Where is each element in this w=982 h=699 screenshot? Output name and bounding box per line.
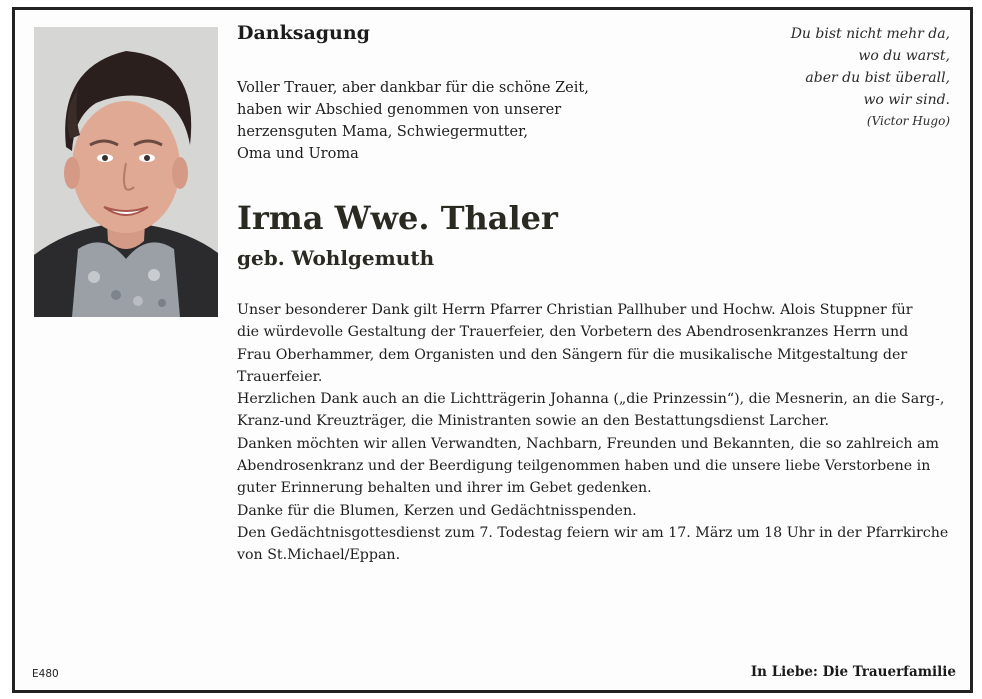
thanks-line: Frau Oberhammer, dem Organisten und den Sängern für die musikalische Mitgestaltung der [237,346,908,363]
thanks-line: guter Erinnerung behalten und ihrer im Gebet gedenken. [237,480,652,497]
deceased-name: Irma Wwe. Thaler [237,199,558,237]
intro-text [237,77,627,165]
thanks-line: Abendrosenkranz und der Beerdigung teilgenommen haben und die unsere liebe Verstorbene in [237,458,931,475]
quote-author: (Victor Hugo) [866,114,950,128]
quote-line: Du bist nicht mehr da, [790,26,950,42]
thanks-line: Den Gedächtnisgottesdienst zum 7. Todestag feiern wir am 17. März um 18 Uhr in der Pfarrkirche [237,524,949,541]
thanks-line: Kranz-und Kreuzträger, die Ministranten sowie an den Bestattungsdienst Larcher. [237,413,829,430]
intro-line: haben wir Abschied genommen von unserer [237,102,562,118]
intro-line: herzensguten Mama, Schwiegermutter, [237,124,529,140]
thanks-line: Trauerfeier. [237,368,323,385]
thanks-line: von St.Michael/Eppan. [237,547,401,564]
intro-line: Oma und Uroma [237,146,359,162]
quote-line: aber du bist überall, [805,70,950,86]
thanks-line: die würdevolle Gestaltung der Trauerfeier, den Vorbetern des Abendrosenkranzes Herrn und [237,324,909,341]
thanks-text [237,299,959,567]
portrait-illustration [34,27,218,317]
obituary-notice [12,7,973,693]
thanks-line: Danke für die Blumen, Kerzen und Gedächtnisspenden. [237,502,637,519]
thanks-line: Herzlichen Dank auch an die Lichtträgerin Johanna („die Prinzessin“), die Mesnerin, an die Sarg-, [237,391,945,408]
memorial-quote [791,23,950,131]
thanks-line: Unser besonderer Dank gilt Herrn Pfarrer Christian Pallhuber und Hochw. Alois Stuppner für [237,302,913,318]
portrait-photo [34,27,218,317]
thanks-line: Danken möchten wir allen Verwandten, Nachbarn, Freunden und Bekannten, die so zahlreich am [237,435,939,452]
quote-line: wo du warst, [858,48,950,64]
quote-line: wo wir sind. [863,92,950,108]
ad-code: E480 [32,668,59,680]
notice-heading: Danksagung [237,22,370,44]
family-signature: In Liebe: Die Trauerfamilie [750,664,956,680]
intro-line: Voller Trauer, aber dankbar für die schöne Zeit, [237,80,589,96]
maiden-name: geb. Wohlgemuth [237,246,435,270]
